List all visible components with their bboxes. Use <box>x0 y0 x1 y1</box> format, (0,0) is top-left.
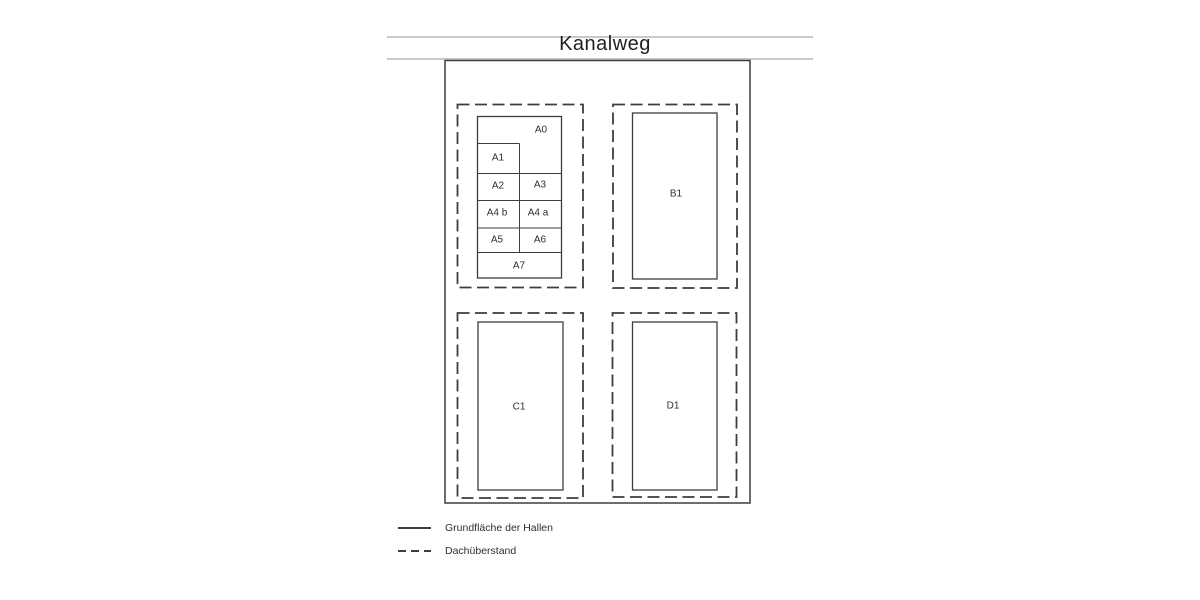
hall-label-a6: A6 <box>533 234 547 246</box>
legend-item-footprint <box>398 520 553 536</box>
hall-label-a4b: A4 b <box>486 207 508 219</box>
hall-label-a3: A3 <box>533 179 547 191</box>
hall-label-a5: A5 <box>490 234 504 246</box>
hall-label-c1: C1 <box>512 401 526 413</box>
hall-label-d1: D1 <box>666 400 680 412</box>
site-boundary <box>445 61 750 504</box>
dashed-line-swatch <box>398 550 431 552</box>
street-name: Kanalweg <box>559 33 651 55</box>
legend-item-roof-overhang <box>398 543 516 559</box>
hall-label-a1: A1 <box>491 152 505 164</box>
solid-line-swatch <box>398 527 431 529</box>
legend-label-footprint: Grundfläche der Hallen <box>445 522 553 534</box>
hall-label-a4a: A4 a <box>527 207 549 219</box>
hall-label-a2: A2 <box>491 180 505 192</box>
legend-label-roof-overhang: Dachüberstand <box>445 545 517 557</box>
hall-label-a0: A0 <box>534 124 548 136</box>
hall-label-b1: B1 <box>669 188 683 200</box>
hall-label-a7: A7 <box>512 260 526 272</box>
